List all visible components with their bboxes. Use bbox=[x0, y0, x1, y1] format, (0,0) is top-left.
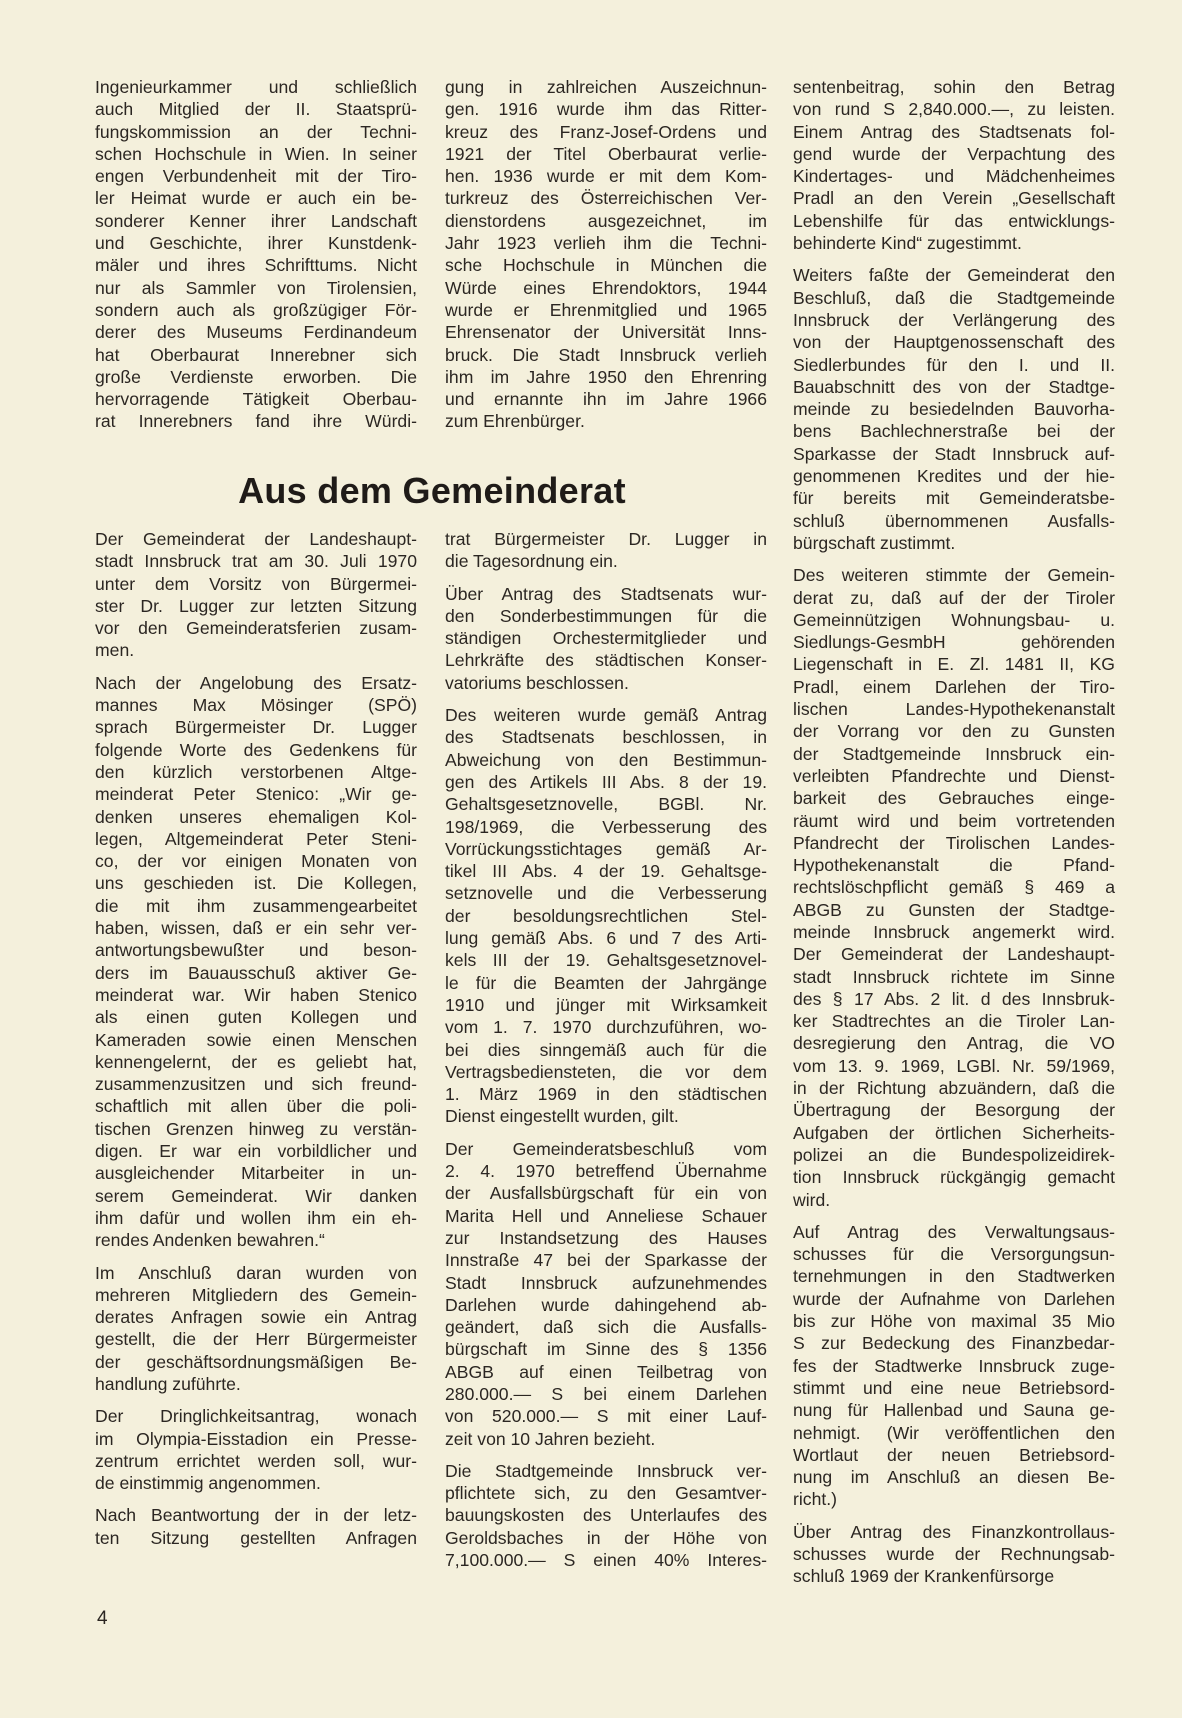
text-line: Dienst eingestellt wurden, gilt. bbox=[445, 1106, 679, 1127]
text-line: tischen Grenzen hinweg zu verstän- bbox=[95, 1118, 417, 1139]
text-line: der Ausfallsbürgschaft für ein von bbox=[445, 1183, 767, 1204]
text-line: Jahr 1923 verlieh ihm die Techni- bbox=[445, 233, 767, 254]
text-line: wird. bbox=[793, 1189, 831, 1210]
text-line: co, der vor einigen Monaten von bbox=[95, 851, 417, 872]
text-line: tikel III Abs. 4 der 19. Gehaltsge- bbox=[445, 861, 767, 882]
text-line: Beschluß, daß die Stadtgemeinde bbox=[793, 287, 1115, 308]
text-line: turkreuz des Österreichischen Ver- bbox=[445, 188, 767, 209]
text-line: 280.000.— S bei einem Darlehen bbox=[445, 1383, 767, 1404]
text-line: des § 17 Abs. 2 lit. d des Innsbruk- bbox=[793, 988, 1115, 1009]
text-line: Darlehen wurde dahingehend ab- bbox=[445, 1294, 767, 1315]
text-line: 2. 4. 1970 betreffend Übernahme bbox=[445, 1161, 767, 1182]
text-line: handlung zuführte. bbox=[95, 1373, 241, 1394]
paragraph bbox=[793, 264, 1115, 554]
paragraph bbox=[95, 672, 417, 1252]
paragraph bbox=[95, 1504, 417, 1549]
text-line: derer des Museums Ferdinandeum bbox=[95, 322, 417, 343]
text-line: vatoriums beschlossen. bbox=[445, 672, 629, 693]
text-line: hervorragende Tätigkeit Oberbau- bbox=[95, 389, 417, 410]
text-line: bürgschaft im Sinne des § 1356 bbox=[445, 1339, 767, 1360]
text-line: Im Anschluß daran wurden von bbox=[95, 1262, 417, 1283]
text-line: sonderer Kenner ihrer Landschaft bbox=[95, 210, 417, 231]
text-line: Liegenschaft in E. Zl. 1481 II, KG bbox=[793, 654, 1115, 675]
text-line: mannes Max Mösinger (SPÖ) bbox=[95, 695, 417, 716]
text-line: meinderat war. Wir haben Stenico bbox=[95, 984, 417, 1005]
text-line: lischen Landes-Hypothekenanstalt bbox=[793, 699, 1115, 720]
text-line: der besoldungsrechtlichen Stel- bbox=[445, 905, 767, 926]
paragraph bbox=[95, 528, 417, 662]
paragraph bbox=[95, 1262, 417, 1396]
text-line: behinderte Kind“ zugestimmt. bbox=[793, 233, 1022, 254]
text-line: ten Sitzung gestellten Anfragen bbox=[95, 1527, 417, 1548]
text-line: sprach Bürgermeister Dr. Lugger bbox=[95, 717, 417, 738]
text-line: denken unseres ehemaligen Kol- bbox=[95, 806, 417, 827]
column-1-top bbox=[95, 76, 417, 443]
text-line: den kürzlich verstorbenen Altge- bbox=[95, 761, 417, 782]
text-line: ders im Bauausschuß aktiver Ge- bbox=[95, 962, 417, 983]
text-line: Geroldsbaches in der Höhe von bbox=[445, 1527, 767, 1548]
text-line: Ingenieurkammer und schließlich bbox=[95, 77, 417, 97]
text-line: sche Hochschule in München die bbox=[445, 255, 767, 276]
text-line: wurde der Aufnahme von Darlehen bbox=[793, 1288, 1115, 1309]
text-line: ster Dr. Lugger zur letzten Sitzung bbox=[95, 595, 417, 616]
text-line: serem Gemeinderat. Wir danken bbox=[95, 1185, 417, 1206]
text-line: men. bbox=[95, 640, 135, 661]
text-line: ker Stadtrechtes an die Tiroler Lan- bbox=[793, 1011, 1115, 1032]
text-line: und ernannte ihn im Jahre 1966 bbox=[445, 389, 767, 410]
text-line: pflichtete sich, zu den Gesamtver- bbox=[445, 1483, 767, 1504]
column-2 bbox=[445, 528, 767, 1581]
text-line: verleibten Pfandrechte und Dienst- bbox=[793, 765, 1115, 786]
text-line: nung im Anschluß an diesen Be- bbox=[793, 1467, 1115, 1488]
text-line: Übertragung der Besorgung der bbox=[793, 1100, 1115, 1121]
text-line: Kindertages- und Mädchenheimes bbox=[793, 166, 1115, 187]
paragraph bbox=[793, 76, 1115, 254]
text-line: richt.) bbox=[793, 1489, 837, 1510]
text-line: große Verdienste erworben. Die bbox=[95, 366, 417, 387]
text-line: S zur Bedeckung des Finanzbedar- bbox=[793, 1333, 1115, 1354]
text-line: setznovelle und die Verbesserung bbox=[445, 883, 767, 904]
text-line: nehmigt. (Wir veröffentlichen den bbox=[793, 1422, 1115, 1443]
paragraph bbox=[793, 1221, 1115, 1511]
section-heading: Aus dem Gemeinderat bbox=[238, 470, 626, 511]
text-line: von 520.000.— S mit einer Lauf- bbox=[445, 1406, 767, 1427]
text-line: Ehrensenator der Universität Inns- bbox=[445, 322, 767, 343]
text-line: im Olympia-Eisstadion ein Presse- bbox=[95, 1428, 417, 1449]
text-line: tion Innsbruck rückgängig gemacht bbox=[793, 1167, 1115, 1188]
text-line: 198/1969, die Verbesserung des bbox=[445, 816, 767, 837]
text-line: derat zu, daß auf der der Tiroler bbox=[793, 587, 1115, 608]
text-line: stadt Innsbruck trat am 30. Juli 1970 bbox=[95, 551, 417, 572]
text-line: von rund S 2,840.000.—, zu leisten. bbox=[793, 99, 1115, 120]
text-line: Gehaltsgesetznovelle, BGBl. Nr. bbox=[445, 794, 767, 815]
text-line: Pradl an den Verein „Gesellschaft bbox=[793, 188, 1115, 209]
text-line: ausgleichender Mitarbeiter in un- bbox=[95, 1163, 417, 1184]
text-line: meinderat Peter Stenico: „Wir ge- bbox=[95, 784, 417, 805]
text-line: stadt Innsbruck richtete im Sinne bbox=[793, 966, 1115, 987]
text-line: Nach der Angelobung des Ersatz- bbox=[95, 672, 417, 693]
text-line: gen. 1916 wurde ihm das Ritter- bbox=[445, 99, 767, 120]
column-1 bbox=[95, 528, 417, 1559]
paragraph bbox=[445, 704, 767, 1128]
text-line: bens Bachlechnerstraße bei der bbox=[793, 421, 1115, 442]
text-line: polizei an die Bundespolizeidirek- bbox=[793, 1144, 1115, 1165]
text-line: engen Verbundenheit mit der Tiro- bbox=[95, 166, 417, 187]
text-line: hen. 1936 wurde er mit dem Kom- bbox=[445, 166, 767, 187]
text-line: Des weiteren wurde gemäß Antrag bbox=[445, 705, 767, 726]
text-line: der geschäftsordnungsmäßigen Be- bbox=[95, 1351, 417, 1372]
text-line: bauungskosten des Unterlaufes des bbox=[445, 1505, 767, 1526]
text-line: auch Mitglied der II. Staatsprü- bbox=[95, 99, 417, 120]
text-line: sondern auch als großzügiger För- bbox=[95, 299, 417, 320]
text-line: Der Gemeinderatsbeschluß vom bbox=[445, 1138, 767, 1159]
text-line: Stadt Innsbruck aufzunehmendes bbox=[445, 1272, 767, 1293]
text-line: rat Innerebners fand ihre Würdi- bbox=[95, 411, 417, 432]
text-line: vom 13. 9. 1969, LGBl. Nr. 59/1969, bbox=[793, 1055, 1115, 1076]
text-line: vom 1. 7. 1970 durchzuführen, wo- bbox=[445, 1017, 767, 1038]
text-line: ihm im Jahre 1950 den Ehrenring bbox=[445, 366, 767, 387]
text-line: haben, wissen, daß er ein sehr ver- bbox=[95, 918, 417, 939]
text-line: Einem Antrag des Stadtsenats fol- bbox=[793, 121, 1115, 142]
text-line: zeit von 10 Jahren bezieht. bbox=[445, 1428, 656, 1449]
text-line: für bereits mit Gemeinderatsbe- bbox=[793, 488, 1115, 509]
text-line: 1910 und jünger mit Wirksamkeit bbox=[445, 994, 767, 1015]
text-line: gestellt, die der Herr Bürgermeister bbox=[95, 1329, 417, 1350]
text-line: Lehrkräfte des städtischen Konser- bbox=[445, 650, 767, 671]
text-line: wurde er Ehrenmitglied und 1965 bbox=[445, 299, 767, 320]
text-line: in der Richtung abzuändern, daß die bbox=[793, 1078, 1115, 1099]
text-line: rendes Andenken bewahren.“ bbox=[95, 1230, 325, 1251]
text-line: Würde eines Ehrendoktors, 1944 bbox=[445, 277, 767, 298]
text-line: antwortungsbewußter und beson- bbox=[95, 940, 417, 961]
text-line: Gemeinnützigen Wohnungsbau- u. bbox=[793, 609, 1115, 630]
text-line: Vorrückungsstichtages gemäß Ar- bbox=[445, 838, 767, 859]
text-line: trat Bürgermeister Dr. Lugger in bbox=[445, 529, 767, 549]
text-line: nung für Hallenbad und Sauna ge- bbox=[793, 1400, 1115, 1421]
text-line: lung gemäß Abs. 6 und 7 des Arti- bbox=[445, 928, 767, 949]
text-line: Kameraden sowie einen Menschen bbox=[95, 1029, 417, 1050]
text-line: 7,100.000.— S einen 40% Interes- bbox=[445, 1550, 767, 1571]
text-line: 1921 der Titel Oberbaurat verlie- bbox=[445, 143, 767, 164]
text-line: fungskommission an der Techni- bbox=[95, 121, 417, 142]
text-line: Des weiteren stimmte der Gemein- bbox=[793, 565, 1115, 586]
text-line: gend wurde der Verpachtung des bbox=[793, 143, 1115, 164]
text-line: schaftlich mit allen über die poli- bbox=[95, 1096, 417, 1117]
text-line: schusses wurde der Rechnungsab- bbox=[793, 1544, 1115, 1564]
paragraph bbox=[445, 1138, 767, 1450]
text-line: unter dem Vorsitz von Bürgermei- bbox=[95, 573, 417, 594]
text-line: als einen guten Kollegen und bbox=[95, 1007, 417, 1028]
text-line: der Vorrang vor den zu Gunsten bbox=[793, 721, 1115, 742]
page-number: 4 bbox=[97, 1608, 108, 1629]
text-line: zur Instandsetzung des Hauses bbox=[445, 1227, 767, 1248]
text-line: den Sonderbestimmungen für die bbox=[445, 605, 767, 626]
text-line: Die Stadtgemeinde Innsbruck ver- bbox=[445, 1460, 767, 1481]
text-line: Innstraße 47 bei der Sparkasse der bbox=[445, 1250, 767, 1271]
paragraph bbox=[793, 1521, 1115, 1588]
text-line: Pradl, einem Darlehen der Tiro- bbox=[793, 676, 1115, 697]
text-line: Hypothekenanstalt die Pfand- bbox=[793, 855, 1115, 876]
paragraph bbox=[445, 76, 767, 433]
text-line: bruck. Die Stadt Innsbruck verlieh bbox=[445, 344, 767, 365]
text-line: hat Oberbaurat Innerebner sich bbox=[95, 344, 417, 365]
paragraph bbox=[445, 1460, 767, 1571]
text-line: Auf Antrag des Verwaltungsaus- bbox=[793, 1221, 1115, 1242]
text-line: digen. Er war ein vorbildlicher und bbox=[95, 1141, 417, 1162]
text-line: die mit ihm zusammengearbeitet bbox=[95, 895, 417, 916]
text-line: kels III der 19. Gehaltsgesetznovel- bbox=[445, 950, 767, 971]
text-line: genommenen Kredites und der hie- bbox=[793, 466, 1115, 487]
text-line: Vertragsbediensteten, die vor dem bbox=[445, 1061, 767, 1082]
text-line: und Geschichte, ihrer Kunstdenk- bbox=[95, 233, 417, 254]
text-line: ihm dafür und wollen ihm ein eh- bbox=[95, 1207, 417, 1228]
text-line: de einstimmig angenommen. bbox=[95, 1473, 321, 1494]
text-line: Der Gemeinderat der Landeshaupt- bbox=[793, 944, 1115, 965]
text-line: Aufgaben der örtlichen Sicherheits- bbox=[793, 1122, 1115, 1143]
text-line: Sparkasse der Stadt Innsbruck auf- bbox=[793, 443, 1115, 464]
paragraph bbox=[793, 564, 1115, 1211]
text-line: legen, Altgemeinderat Peter Steni- bbox=[95, 828, 417, 849]
text-line: folgende Worte des Gedenkens für bbox=[95, 739, 417, 760]
text-line: des Stadtsenats beschlossen, in bbox=[445, 727, 767, 748]
text-line: barkeit des Gebrauches einge- bbox=[793, 788, 1115, 809]
text-line: bürgschaft zustimmt. bbox=[793, 532, 956, 553]
text-line: Der Dringlichkeitsantrag, wonach bbox=[95, 1406, 417, 1427]
text-line: stimmt und eine neue Betriebsord- bbox=[793, 1377, 1115, 1398]
text-line: meinde Innsbruck angemerkt wird. bbox=[793, 921, 1115, 942]
text-line: ABGB auf einen Teilbetrag von bbox=[445, 1361, 767, 1382]
text-line: die Tagesordnung ein. bbox=[445, 551, 618, 572]
text-line: räumt wird und beim vortretenden bbox=[793, 810, 1115, 831]
text-line: mäler und ihres Schrifttums. Nicht bbox=[95, 255, 417, 276]
text-line: vor den Gemeinderatsferien zusam- bbox=[95, 618, 417, 639]
text-line: ternehmungen in den Stadtwerken bbox=[793, 1266, 1115, 1287]
text-line: meinde zu besiedelnden Bauvorha- bbox=[793, 399, 1115, 420]
text-line: gung in zahlreichen Auszeichnun- bbox=[445, 77, 767, 97]
paragraph bbox=[445, 528, 767, 573]
text-line: dienstordens ausgezeichnet, im bbox=[445, 210, 767, 231]
text-line: 1. März 1969 in den städtischen bbox=[445, 1084, 767, 1105]
paragraph bbox=[445, 583, 767, 694]
text-line: le für die Beamten der Jahrgänge bbox=[445, 972, 767, 993]
text-line: ABGB zu Gunsten der Stadtge- bbox=[793, 899, 1115, 920]
text-line: uns geschieden ist. Die Kollegen, bbox=[95, 873, 417, 894]
text-line: zum Ehrenbürger. bbox=[445, 411, 585, 432]
text-line: Nach Beantwortung der in der letz- bbox=[95, 1505, 417, 1526]
text-line: rechtslöschpflicht gemäß § 469 a bbox=[793, 877, 1115, 898]
text-line: bei dies sinngemäß auch für die bbox=[445, 1039, 767, 1060]
text-line: gen des Artikels III Abs. 8 der 19. bbox=[445, 771, 767, 792]
text-line: fes der Stadtwerke Innsbruck zuge- bbox=[793, 1355, 1115, 1376]
text-line: schluß übernommenen Ausfalls- bbox=[793, 510, 1115, 531]
text-line: Pfandrecht der Tirolischen Landes- bbox=[793, 832, 1115, 853]
text-line: Innsbruck der Verlängerung des bbox=[793, 309, 1115, 330]
text-line: Siedlerbundes für den I. und II. bbox=[793, 354, 1115, 375]
text-line: bis zur Höhe von maximal 35 Mio bbox=[793, 1311, 1115, 1332]
text-line: zusammenzusitzen und sich freund- bbox=[95, 1074, 417, 1095]
text-line: mehreren Mitgliedern des Gemein- bbox=[95, 1284, 417, 1305]
text-line: schluß 1969 der Krankenfürsorge bbox=[793, 1566, 1055, 1587]
text-line: Über Antrag des Finanzkontrollaus- bbox=[793, 1521, 1115, 1542]
text-line: Marita Hell und Anneliese Schauer bbox=[445, 1205, 767, 1226]
text-line: von der Hauptgenossenschaft des bbox=[793, 332, 1115, 353]
text-line: ständigen Orchestermitglieder und bbox=[445, 628, 767, 649]
text-line: sentenbeitrag, sohin den Betrag bbox=[793, 77, 1115, 97]
text-line: Lebenshilfe für das entwicklungs- bbox=[793, 210, 1115, 231]
paragraph bbox=[95, 1405, 417, 1494]
text-line: Siedlungs-GesmbH gehörenden bbox=[793, 632, 1115, 653]
column-2-top bbox=[445, 76, 767, 443]
paragraph bbox=[95, 76, 417, 433]
text-line: Über Antrag des Stadtsenats wur- bbox=[445, 583, 767, 604]
text-line: Der Gemeinderat der Landeshaupt- bbox=[95, 529, 417, 549]
text-line: desregierung den Antrag, die VO bbox=[793, 1033, 1115, 1054]
text-line: schusses für die Versorgungsun- bbox=[793, 1244, 1115, 1265]
text-line: Weiters faßte der Gemeinderat den bbox=[793, 265, 1115, 286]
text-line: Abweichung von den Bestimmun- bbox=[445, 749, 767, 770]
column-3 bbox=[793, 76, 1115, 1598]
text-line: kennengelernt, der es geliebt hat, bbox=[95, 1051, 417, 1072]
text-line: geändert, daß sich die Ausfalls- bbox=[445, 1317, 767, 1338]
text-line: Wortlaut der neuen Betriebsord- bbox=[793, 1444, 1115, 1465]
text-line: zentrum errichtet werden soll, wur- bbox=[95, 1450, 417, 1471]
text-line: nur als Sammler von Tirolensien, bbox=[95, 277, 417, 298]
text-line: Bauabschnitt des von der Stadtge- bbox=[793, 376, 1115, 397]
text-line: der Stadtgemeinde Innsbruck ein- bbox=[793, 743, 1115, 764]
text-line: derates Anfragen sowie ein Antrag bbox=[95, 1307, 417, 1328]
text-line: ler Heimat wurde er auch ein be- bbox=[95, 188, 417, 209]
text-line: kreuz des Franz-Josef-Ordens und bbox=[445, 121, 767, 142]
text-line: schen Hochschule in Wien. In seiner bbox=[95, 143, 417, 164]
